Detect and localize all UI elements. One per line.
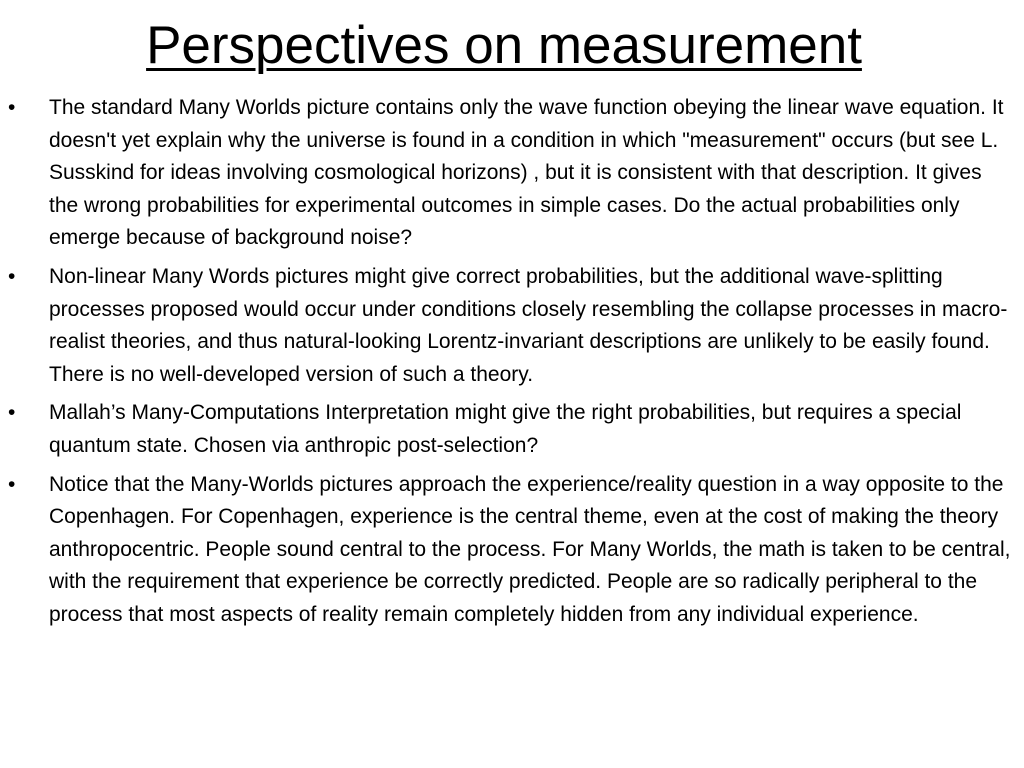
bullet-dot-icon: • bbox=[8, 96, 16, 119]
bullet-text: The standard Many Worlds picture contains only the wave function obeying the linear wave equation. It doesn't yet explain why the universe is found in a condition in which "measurement" occurs (but see L. Susskind for ideas involving cosmological horizons) , but it is consistent with that description. It gives the wrong probabilities for experimental outcomes in simple cases. Do the actual probabilities only emerge because of background noise? bbox=[49, 96, 1004, 250]
bullet-dot-icon: • bbox=[8, 264, 16, 288]
bullet-item bbox=[0, 469, 1024, 632]
bullet-list bbox=[0, 92, 1024, 638]
bullet-dot-icon: • bbox=[8, 472, 16, 496]
bullet-text: Non-linear Many Words pictures might give correct probabilities, but the additional wave-splitting processes proposed would occur under conditions closely resembling the collapse processes in macro-realist theories, and thus natural-looking Lorentz-invariant descriptions are unlikely to be easily found. There is no well-developed version of such a theory. bbox=[49, 264, 1008, 386]
bullet-item bbox=[0, 261, 1024, 391]
bullet-dot-icon: • bbox=[8, 401, 16, 425]
bullet-item bbox=[0, 397, 1024, 462]
bullet-item bbox=[0, 92, 1024, 255]
slide-title: Perspectives on measurement bbox=[146, 16, 862, 75]
bullet-text: Notice that the Many-Worlds pictures approach the experience/reality question in a way opposite to the Copenhagen. For Copenhagen, experience is the central theme, even at the cost of making the theory anthropocentric. People sound central to the process. For Many Worlds, the math is taken to be central, with the requirement that experience be correctly predicted. People are so radically peripheral to the process that most aspects of reality remain completely hidden from any individual experience. bbox=[49, 472, 1011, 626]
bullet-text: Mallah’s Many-Computations Interpretation might give the right probabilities, but requires a special quantum state. Chosen via anthropic post-selection? bbox=[49, 401, 962, 457]
